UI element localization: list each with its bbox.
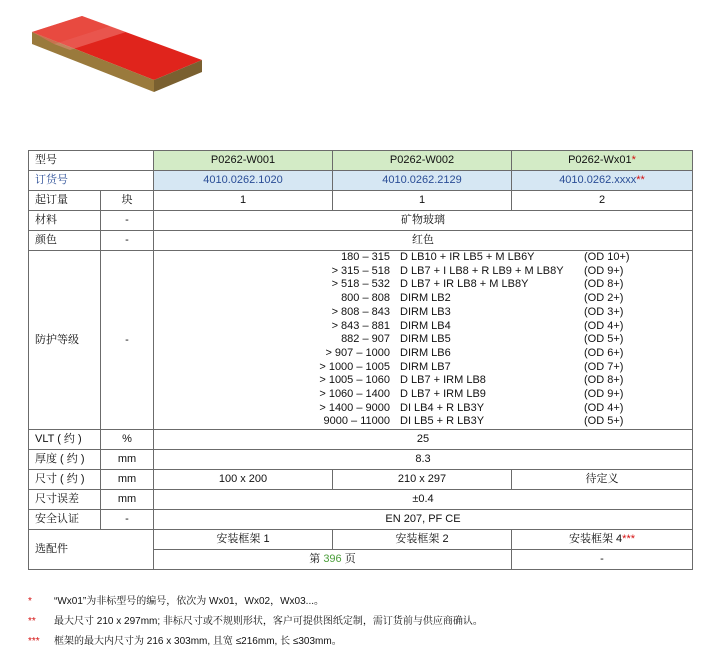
protection-spec: DIRM LB6 [400, 346, 451, 359]
material-unit: - [101, 211, 154, 231]
protection-spec: D LB7 + IRM LB8 [400, 374, 486, 387]
protection-range: 800 – 808 [341, 292, 390, 305]
accessories-row [29, 530, 693, 550]
frame-4-page: - [512, 550, 693, 570]
material-label: 材料 [29, 211, 101, 231]
protection-od: (OD 2+) [584, 292, 624, 305]
protection-od: (OD 9+) [584, 264, 624, 277]
thickness-value: 8.3 [154, 450, 693, 470]
protection-spec: D LB10 + IR LB5 + M LB6Y [400, 251, 535, 263]
model-label: 型号 [29, 151, 154, 171]
thickness-unit: mm [101, 450, 154, 470]
color-label: 颜色 [29, 231, 101, 251]
footnotes [28, 592, 483, 652]
moq-row [29, 191, 693, 211]
protection-spec: DIRM LB5 [400, 333, 451, 346]
moq-value-1: 1 [154, 191, 333, 211]
red-glass-plate-image [30, 14, 206, 94]
protection-range: > 1060 – 1400 [319, 388, 390, 401]
protection-od: (OD 3+) [584, 305, 624, 318]
protection-od: (OD 6+) [584, 346, 624, 359]
frame-1: 安装框架 1 [154, 530, 333, 550]
model-value-2: P0262-W002 [333, 151, 512, 171]
protection-label: 防护等级 [29, 251, 101, 430]
protection-range: 9000 – 11000 [323, 415, 390, 428]
color-row [29, 231, 693, 251]
protection-od: (OD 7+) [584, 360, 624, 373]
thickness-row [29, 450, 693, 470]
order-value-2: 4010.0262.2129 [333, 171, 512, 191]
moq-unit: 块 [101, 191, 154, 211]
protection-od: (OD 5+) [584, 415, 624, 428]
protection-range: > 907 – 1000 [325, 346, 390, 359]
protection-range: > 1005 – 1060 [319, 374, 390, 387]
protection-spec: DI LB4 + R LB3Y [400, 401, 485, 414]
size-label: 尺寸 ( 约 ) [29, 470, 101, 490]
protection-grid [262, 251, 686, 429]
size-row [29, 470, 693, 490]
protection-range: > 843 – 881 [331, 319, 390, 332]
footnote-2: ** 最大尺寸 210 x 297mm; 非标尺寸或不规则形状，客户可提供图纸定制，需订货前与供应商确认。 [28, 616, 483, 627]
footnote-1: * “Wx01”为非标型号的编号，依次为 Wx01，Wx02，Wx03...。 [28, 596, 325, 607]
model-star: * [631, 154, 636, 166]
vlt-unit: % [101, 430, 154, 450]
thickness-label: 厚度 ( 约 ) [29, 450, 101, 470]
protection-range: > 1400 – 9000 [319, 401, 390, 414]
order-row [29, 171, 693, 191]
order-label: 订货号 [29, 171, 154, 191]
protection-od: (OD 9+) [584, 388, 624, 401]
protection-range: > 808 – 843 [331, 305, 390, 318]
frame-2: 安装框架 2 [333, 530, 512, 550]
order-value-1: 4010.0262.1020 [154, 171, 333, 191]
color-unit: - [101, 231, 154, 251]
certification-unit: - [101, 510, 154, 530]
size-unit: mm [101, 470, 154, 490]
protection-levels [154, 251, 693, 430]
tolerance-row [29, 490, 693, 510]
moq-label: 起订量 [29, 191, 101, 211]
material-row [29, 211, 693, 231]
protection-od: (OD 8+) [584, 278, 624, 291]
protection-spec: DIRM LB3 [400, 305, 451, 318]
model-row [29, 151, 693, 171]
material-value: 矿物玻璃 [154, 211, 693, 231]
size-value-2: 210 x 297 [333, 470, 512, 490]
protection-range: 180 – 315 [341, 251, 390, 263]
page-number-link[interactable]: 396 [323, 553, 342, 566]
order-star: ** [636, 174, 645, 186]
protection-spec: DIRM LB4 [400, 319, 451, 332]
tolerance-label: 尺寸误差 [29, 490, 101, 510]
page-reference[interactable]: 第 396 页 [154, 550, 512, 570]
protection-range: > 315 – 518 [331, 264, 390, 277]
vlt-row [29, 430, 693, 450]
frame-4: 安装框架 4*** [512, 530, 693, 550]
footnote-3: *** 框架的最大内尺寸为 216 x 303mm, 且宽 ≤216mm, 长 ≤303mm。 [28, 636, 342, 647]
size-value-1: 100 x 200 [154, 470, 333, 490]
protection-od: (OD 4+) [584, 401, 624, 414]
size-value-3: 待定义 [512, 470, 693, 490]
protection-spec: D LB7 + IRM LB9 [400, 388, 486, 401]
protection-range: 882 – 907 [341, 333, 390, 346]
protection-spec: DIRM LB2 [400, 292, 451, 305]
tolerance-unit: mm [101, 490, 154, 510]
moq-value-2: 1 [333, 191, 512, 211]
accessories-label: 选配件 [29, 530, 154, 570]
order-value-3: 4010.0262.xxxx** [512, 171, 693, 191]
protection-row [29, 251, 693, 430]
tolerance-value: ±0.4 [154, 490, 693, 510]
spec-table [28, 150, 693, 570]
model-value-3: P0262-Wx01* [512, 151, 693, 171]
protection-od: (OD 10+) [584, 251, 630, 263]
protection-range: > 518 – 532 [331, 278, 390, 291]
protection-spec: DIRM LB7 [400, 360, 451, 373]
protection-od: (OD 5+) [584, 333, 624, 346]
moq-value-3: 2 [512, 191, 693, 211]
frame-4-star: *** [622, 533, 636, 546]
certification-label: 安全认证 [29, 510, 101, 530]
vlt-value: 25 [154, 430, 693, 450]
certification-row [29, 510, 693, 530]
protection-unit: - [101, 251, 154, 430]
protection-range: > 1000 – 1005 [319, 360, 390, 373]
protection-spec: DI LB5 + R LB3Y [400, 415, 485, 428]
vlt-label: VLT ( 约 ) [29, 430, 101, 450]
color-value: 红色 [154, 231, 693, 251]
model-value-1: P0262-W001 [154, 151, 333, 171]
protection-spec: D LB7 + I LB8 + R LB9 + M LB8Y [400, 264, 564, 277]
protection-od: (OD 4+) [584, 319, 624, 332]
certification-value: EN 207, PF CE [154, 510, 693, 530]
protection-spec: D LB7 + IR LB8 + M LB8Y [400, 278, 529, 291]
protection-od: (OD 8+) [584, 374, 624, 387]
